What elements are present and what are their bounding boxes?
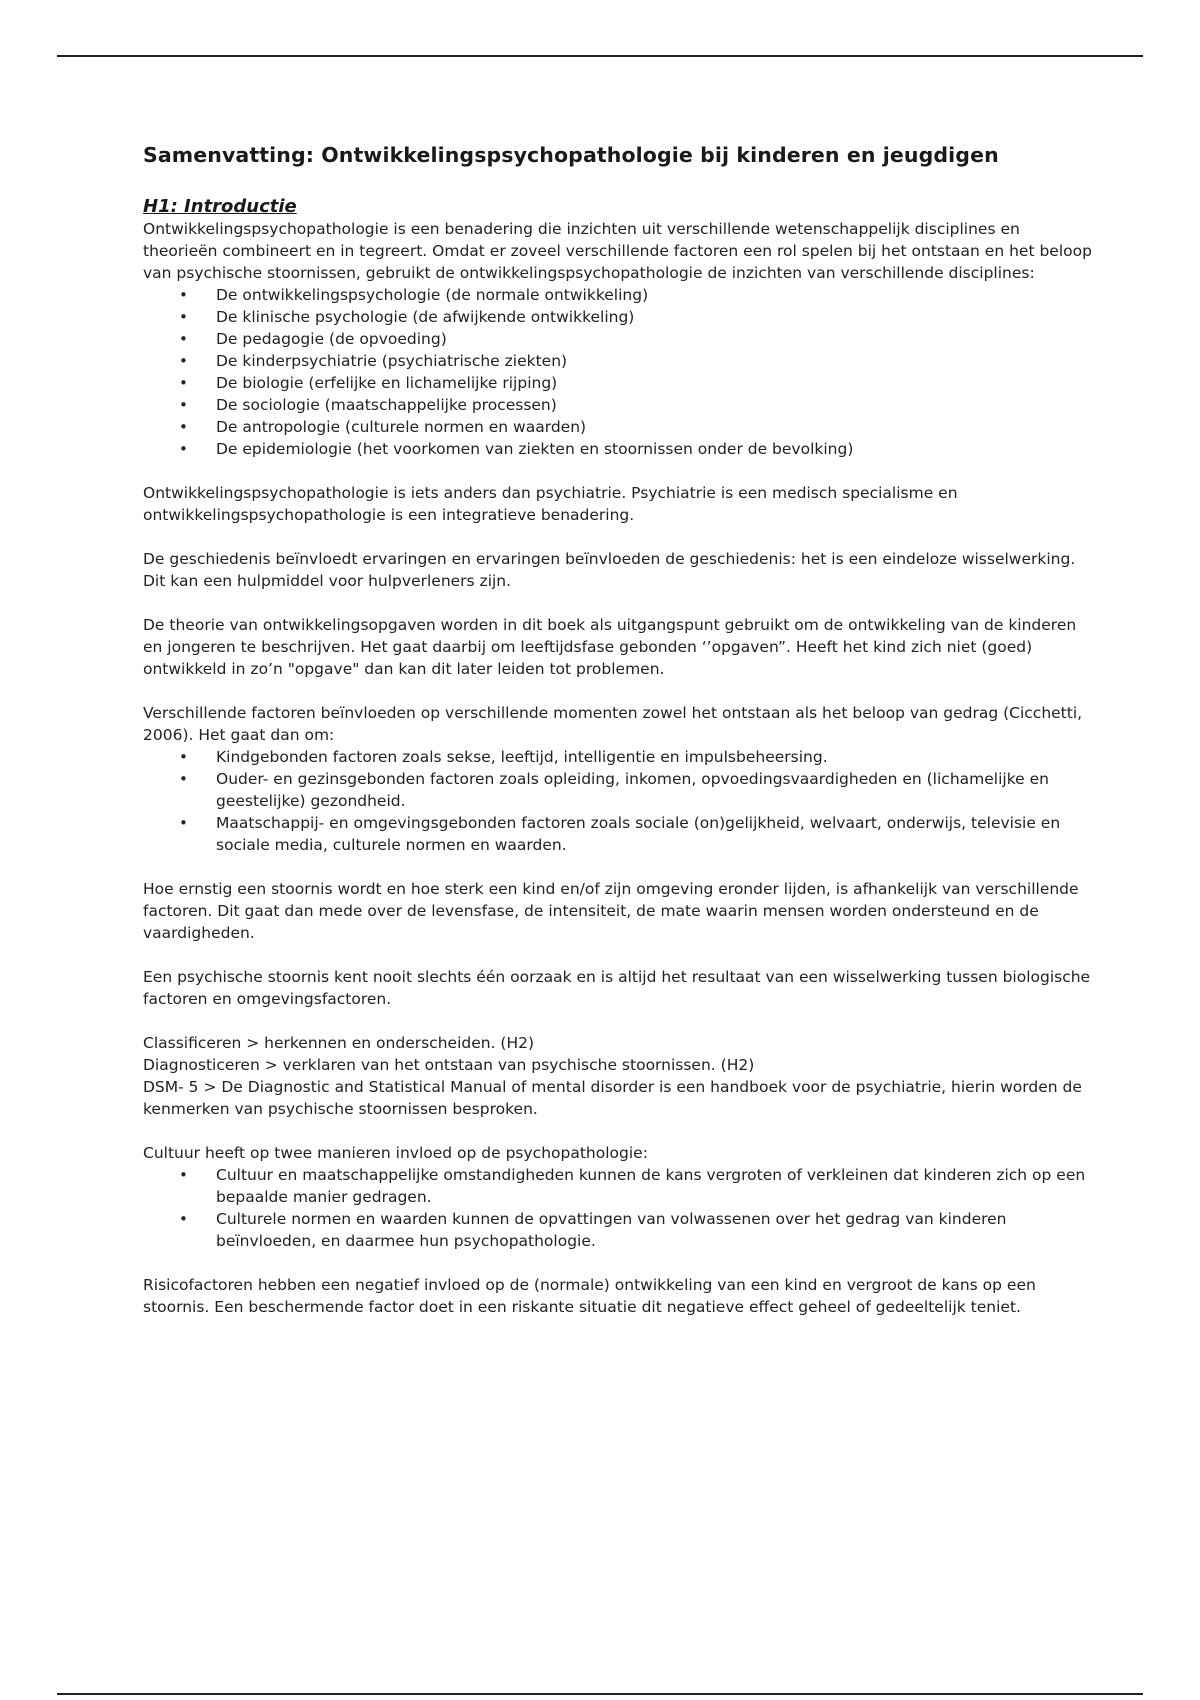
list-item xyxy=(143,416,1093,438)
list-item-text: De klinische psychologie (de afwijkende ontwikkeling) xyxy=(216,308,635,326)
list-item xyxy=(143,328,1093,350)
geschiedenis-paragraph: De geschiedenis beïnvloedt ervaringen en ervaringen beïnvloeden de geschiedenis: het is een eindeloze wisselwerking. Dit kan een hulpmiddel voor hulpverleners zijn. xyxy=(143,550,1076,590)
list-item xyxy=(143,350,1093,372)
list-item xyxy=(143,812,1093,856)
list-item xyxy=(143,746,1093,768)
risico-paragraph: Risicofactoren hebben een negatief invloed op de (normale) ontwikkeling van een kind en vergroot de kans op een stoornis. Een beschermende factor doet in een riskante situatie dit negatieve effect geheel of gedeeltelijk teniet. xyxy=(143,1276,1036,1316)
top-divider xyxy=(57,55,1143,57)
list-item xyxy=(143,768,1093,812)
bullet-icon: • xyxy=(179,748,188,766)
dsm-line: DSM- 5 > De Diagnostic and Statistical Manual of mental disorder is een handboek voor de psychiatrie, hierin worden de kenmerken van psychische stoornissen besproken. xyxy=(143,1078,1082,1118)
list-item-text: De sociologie (maatschappelijke processen) xyxy=(216,396,557,414)
cultuur-paragraph: Cultuur heeft op twee manieren invloed op de psychopathologie: xyxy=(143,1144,648,1162)
list-item-text: Maatschappij- en omgevingsgebonden factoren zoals sociale (on)gelijkheid, welvaart, onderwijs, televisie en sociale media, culturele normen en waarden. xyxy=(216,814,1061,854)
list-item-text: De antropologie (culturele normen en waarden) xyxy=(216,418,587,436)
factoren-paragraph: Verschillende factoren beïnvloeden op verschillende momenten zowel het ontstaan als het beloop van gedrag (Cicchetti, 2006). Het gaat dan om: xyxy=(143,704,1083,744)
list-item-text: De epidemiologie (het voorkomen van ziekten en stoornissen onder de bevolking) xyxy=(216,440,854,458)
bullet-icon: • xyxy=(179,1210,188,1228)
list-item-text: De pedagogie (de opvoeding) xyxy=(216,330,447,348)
document-page xyxy=(143,141,1093,1318)
intro-paragraph: Ontwikkelingspsychopathologie is een benadering die inzichten uit verschillende wetenschappelijk disciplines en theorieën combineert en in tegreert. Omdat er zoveel verschillende factoren een rol spelen bij het ontstaan en het beloop van psychische stoornissen, gebruikt de ontwikkelingspsychopathologie de inzichten van verschillende disciplines: xyxy=(143,220,1092,282)
bullet-icon: • xyxy=(179,440,188,458)
list-item xyxy=(143,284,1093,306)
list-item xyxy=(143,1164,1093,1208)
psychiatrie-paragraph: Ontwikkelingspsychopathologie is iets anders dan psychiatrie. Psychiatrie is een medisch specialisme en ontwikkelingspsychopathologie is een integratieve benadering. xyxy=(143,484,958,524)
oorzaak-paragraph: Een psychische stoornis kent nooit slechts één oorzaak en is altijd het resultaat van een wisselwerking tussen biologische factoren en omgevingsfactoren. xyxy=(143,968,1091,1008)
disciplines-list xyxy=(143,284,1093,460)
bullet-icon: • xyxy=(179,418,188,436)
list-item xyxy=(143,372,1093,394)
list-item-text: De ontwikkelingspsychologie (de normale ontwikkeling) xyxy=(216,286,649,304)
section-heading: H1: Introductie xyxy=(143,196,297,217)
bullet-icon: • xyxy=(179,374,188,392)
ernst-paragraph: Hoe ernstig een stoornis wordt en hoe sterk een kind en/of zijn omgeving eronder lijden, is afhankelijk van verschillende factoren. Dit gaat dan mede over de levensfase, de intensiteit, de mate waarin mensen worden ondersteund en de vaardigheden. xyxy=(143,880,1079,942)
factoren-list xyxy=(143,746,1093,856)
opgaven-paragraph: De theorie van ontwikkelingsopgaven worden in dit boek als uitgangspunt gebruikt om de ontwikkeling van de kinderen en jongeren te beschrijven. Het gaat daarbij om leeftijdsfase gebonden ‘’opgaven”. Heeft het kind zich niet (goed) ontwikkeld in zo’n "opgave" dan kan dit later leiden tot problemen. xyxy=(143,616,1077,678)
bullet-icon: • xyxy=(179,396,188,414)
list-item xyxy=(143,1208,1093,1252)
list-item-text: De kinderpsychiatrie (psychiatrische ziekten) xyxy=(216,352,568,370)
list-item-text: Ouder- en gezinsgebonden factoren zoals opleiding, inkomen, opvoedingsvaardigheden en (lichamelijke en geestelijke) gezondheid. xyxy=(216,770,1049,810)
list-item-text: Culturele normen en waarden kunnen de opvattingen van volwassenen over het gedrag van kinderen beïnvloeden, en daarmee hun psychopathologie. xyxy=(216,1210,1007,1250)
list-item xyxy=(143,438,1093,460)
cultuur-list xyxy=(143,1164,1093,1252)
list-item-text: Kindgebonden factoren zoals sekse, leeftijd, intelligentie en impulsbeheersing. xyxy=(216,748,828,766)
bullet-icon: • xyxy=(179,286,188,304)
list-item-text: De biologie (erfelijke en lichamelijke rijping) xyxy=(216,374,558,392)
list-item xyxy=(143,394,1093,416)
list-item-text: Cultuur en maatschappelijke omstandigheden kunnen de kans vergroten of verkleinen dat kinderen zich op een bepaalde manier gedragen. xyxy=(216,1166,1086,1206)
bullet-icon: • xyxy=(179,1166,188,1184)
bullet-icon: • xyxy=(179,814,188,832)
bullet-icon: • xyxy=(179,308,188,326)
list-item xyxy=(143,306,1093,328)
bullet-icon: • xyxy=(179,770,188,788)
document-title: Samenvatting: Ontwikkelingspsychopathologie bij kinderen en jeugdigen xyxy=(143,143,999,167)
classificeren-line: Classificeren > herkennen en onderscheiden. (H2) xyxy=(143,1034,535,1052)
bullet-icon: • xyxy=(179,330,188,348)
bottom-divider xyxy=(57,1693,1143,1695)
bullet-icon: • xyxy=(179,352,188,370)
diagnosticeren-line: Diagnosticeren > verklaren van het ontstaan van psychische stoornissen. (H2) xyxy=(143,1056,755,1074)
